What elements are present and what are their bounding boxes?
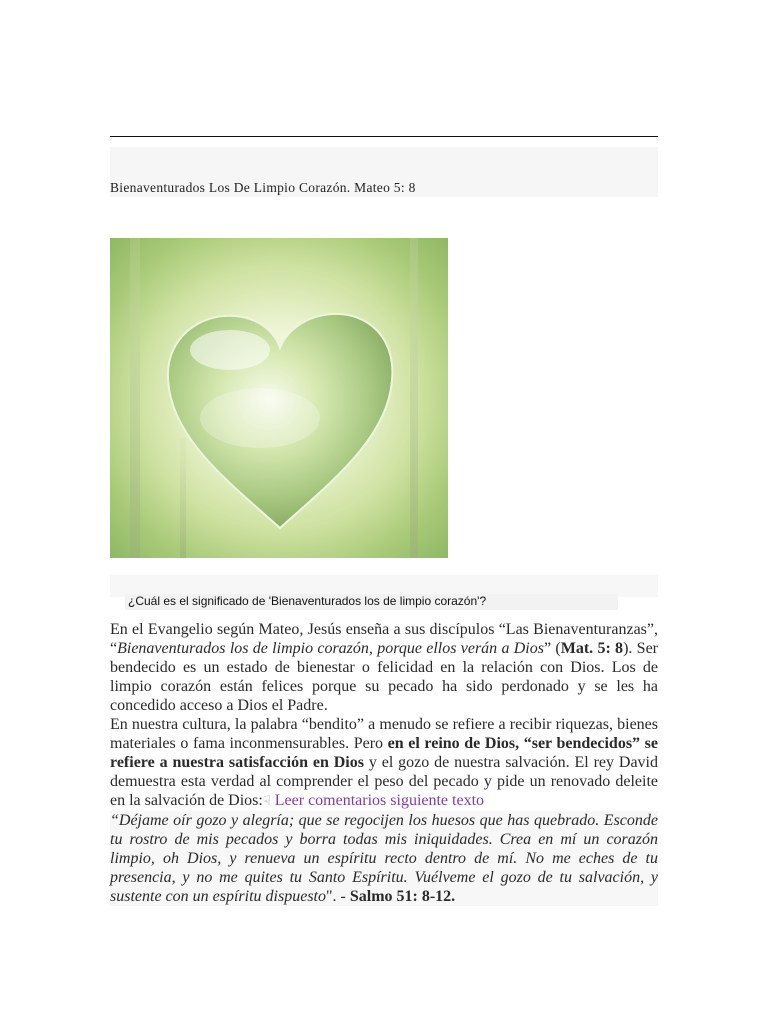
paragraph: En el Evangelio según Mateo, Jesús enseña a sus discípulos “Las Bienaventuranzas”, “Bienaventurados los de limpio corazón, porque ellos verán a Dios” (Mat. 5: 8). Ser bendecido es un estado de bienestar o felicidad en la relación con Dios. Los de limpio corazón están felices porque su pecado ha sido perdonado y se les ha concedido acceso a Dios el Padre. [110, 621, 659, 714]
beatitude-quote: Bienaventurados los de limpio corazón, porque ellos verán a Dios [117, 640, 544, 657]
heart-illustration [110, 238, 448, 558]
psalm-reference: Salmo 51: 8-12. [349, 888, 456, 905]
psalm-quote: “Déjame oír gozo y alegría; que se regocijen los huesos que has quebrado. Esconde tu rostro de mis pecados y borra todas mis iniquidades. Crea en mí un corazón limpio, oh Dios, y renueva un espíritu recto dentro de mí. No me eches de tu presencia, y no me quites tu Santo Espíritu. Vuélveme el gozo de tu salvación, y sustente con un espíritu dispuesto". - Salmo 51: 8-12. [110, 812, 658, 905]
image-caption: ¿Cuál es el significado de 'Bienaventurados los de limpio corazón'? [128, 594, 487, 608]
heart-image [110, 238, 448, 558]
horizontal-rule [110, 136, 658, 137]
pointing-hand-icon: ☟ [262, 794, 271, 809]
read-comments-link[interactable]: Leer comentarios siguiente texto [274, 792, 485, 809]
scripture-reference: Mat. 5: 8 [560, 640, 624, 657]
emphasis-text: en el reino de Dios, “ser bendecidos” se refiere a nuestra satisfacción en Dios [110, 735, 658, 771]
page-title: Bienaventurados Los De Limpio Corazón. Mateo 5: 8 [110, 180, 416, 195]
article-body [110, 620, 658, 906]
paragraph: En nuestra cultura, la palabra “bendito” a menudo se refiere a recibir riquezas, bienes materiales o fama inconmensurables. Pero en el reino de Dios, “ser bendecidos” se refiere a nuestra satisfacción en Dios y el gozo de nuestra salvación. El rey David demuestra esta verdad al comprender el peso del pecado y pide un renovado deleite en la salvación de Dios:☟ Leer comentarios siguiente texto [110, 716, 659, 809]
